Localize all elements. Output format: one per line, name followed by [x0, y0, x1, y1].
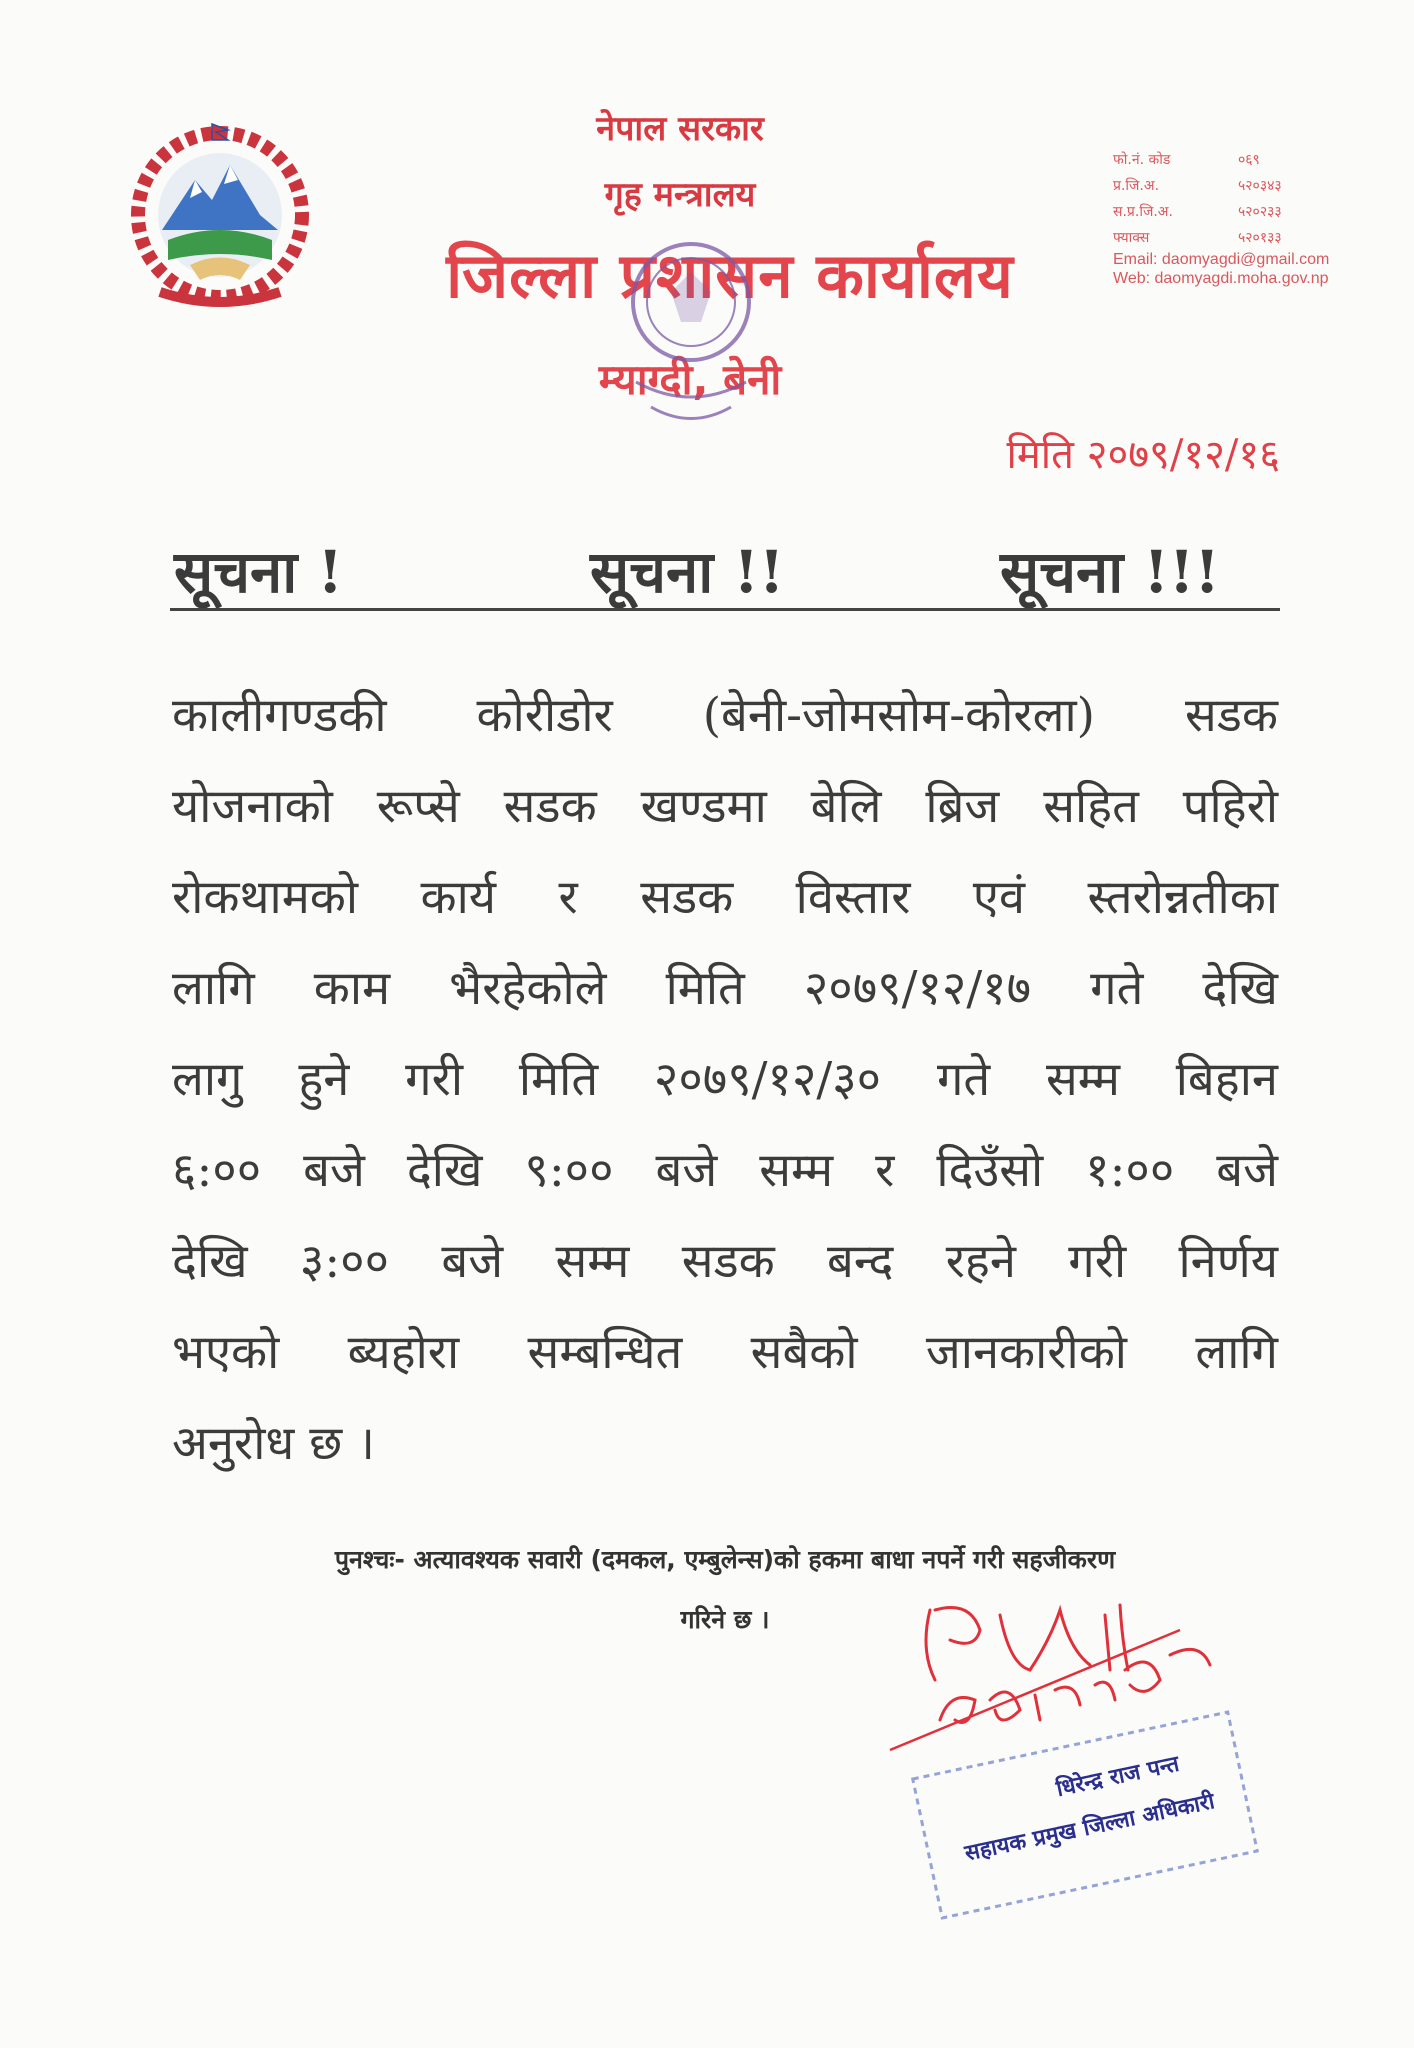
body-line: रोकथामको कार्य र सडक विस्तार एवं स्तरोन्नतीका — [172, 870, 1278, 925]
notice-heading-1: सूचना ! — [174, 538, 343, 606]
notice-heading-3: सूचना !!! — [1000, 538, 1220, 606]
office-title: जिल्ला प्रशासन कार्यालय — [446, 239, 1014, 312]
postscript-line-2: गरिने छ । — [680, 1605, 770, 1634]
notice-date: मिति २०७९/१२/१६ — [1006, 432, 1280, 478]
notice-heading — [170, 530, 1270, 606]
office-location: म्याग्दी, बेनी — [598, 355, 782, 404]
contact-row-acdo — [1113, 198, 1373, 224]
contact-website: Web: daomyagdi.moha.gov.np — [1113, 270, 1329, 287]
body-line: देखि ३:०० बजे सम्म सडक बन्द रहने गरी निर्णय — [172, 1234, 1278, 1289]
government-title: नेपाल सरकार — [596, 109, 764, 149]
officer-title: सहायक प्रमुख जिल्ला अधिकारी — [962, 1789, 1217, 1867]
ministry-title: गृह मन्त्रालय — [604, 175, 756, 215]
body-line: कालीगण्डकी कोरीडोर (बेनी-जोमसोम-कोरला) सडक — [172, 688, 1278, 743]
contact-label: फ्याक्स — [1113, 229, 1150, 246]
contact-row-cdo — [1113, 172, 1373, 198]
contact-block — [1113, 146, 1373, 288]
body-line: लागु हुने गरी मिति २०७९/१२/३० गते सम्म बिहान — [172, 1052, 1278, 1107]
notice-body — [172, 670, 1278, 1489]
contact-email: Email: daomyagdi@gmail.com — [1113, 251, 1330, 268]
body-line: अनुरोध छ । — [172, 1416, 375, 1471]
notice-heading-2: सूचना !! — [590, 538, 785, 606]
body-line: योजनाको रूप्से सडक खण्डमा बेलि ब्रिज सहित पहिरो — [172, 779, 1278, 834]
heading-underline — [170, 608, 1280, 611]
body-line: लागि काम भैरहेकोले मिति २०७९/१२/१७ गते देखि — [172, 961, 1278, 1016]
contact-value: ५२०३४३ — [1238, 177, 1282, 194]
contact-value: ५२०१३३ — [1238, 229, 1282, 246]
contact-row-phone-code — [1113, 146, 1373, 172]
contact-value: ०६९ — [1238, 151, 1260, 168]
contact-label: स.प्र.जि.अ. — [1113, 203, 1173, 220]
contact-value: ५२०२३३ — [1238, 203, 1282, 220]
contact-row-fax — [1113, 224, 1373, 250]
office-seal-icon — [596, 232, 786, 452]
officer-name: धिरेन्द्र राज पन्त — [1054, 1751, 1182, 1803]
contact-label: फो.नं. कोड — [1113, 151, 1171, 168]
body-line: ६:०० बजे देखि ९:०० बजे सम्म र दिउँसो १:०० बजे — [172, 1143, 1278, 1198]
contact-label: प्र.जि.अ. — [1113, 177, 1160, 194]
body-line: भएको ब्यहोरा सम्बन्धित सबैको जानकारीको लागि — [172, 1325, 1278, 1380]
nepal-emblem-icon — [120, 120, 320, 310]
signature-area — [860, 1570, 1260, 1910]
postscript-line-1: पुनश्चः- अत्यावश्यक सवारी (दमकल, एम्बुलेन्स)को हकमा बाधा नपर्ने गरी सहजीकरण — [334, 1545, 1116, 1574]
